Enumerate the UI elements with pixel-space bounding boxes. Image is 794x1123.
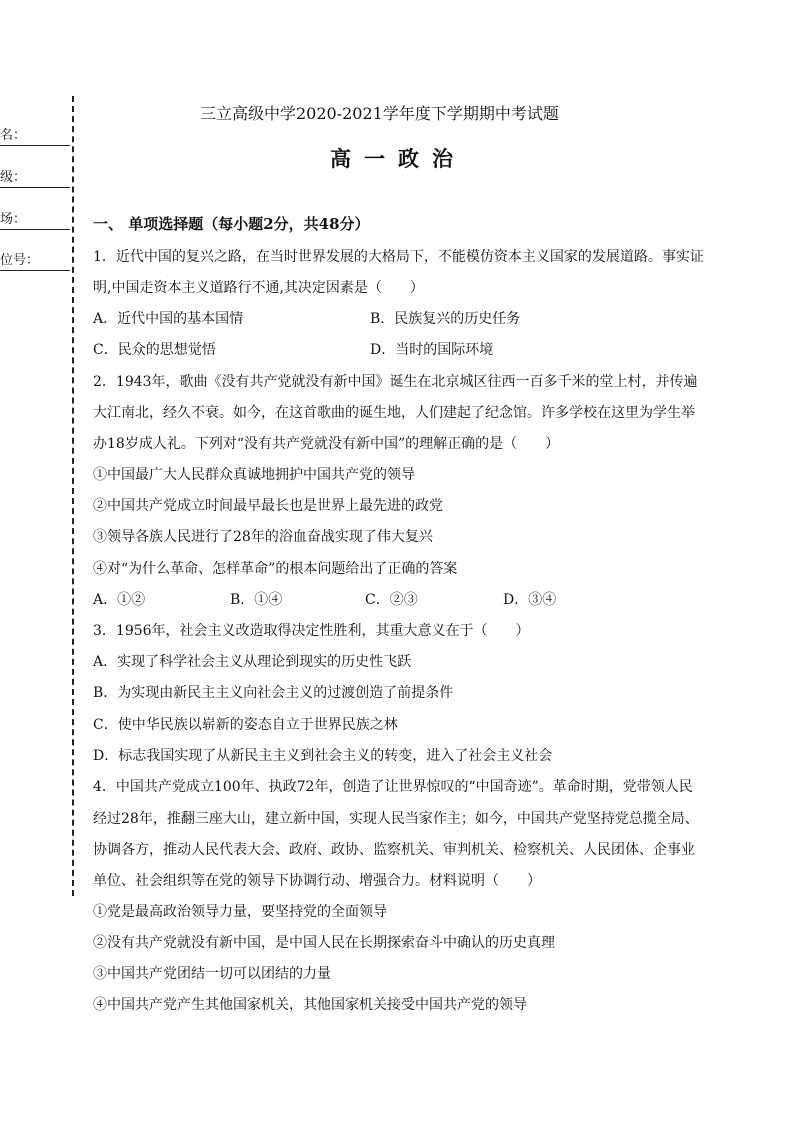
q3-option-d: D．标志我国实现了从新民主主义到社会主义的转变，进入了社会主义社会: [93, 748, 553, 764]
q4-statement-1: ①党是最高政治领导力量，要坚持党的全面领导: [93, 904, 387, 920]
class-field-label: 级：: [0, 170, 70, 188]
seat-number-field-label: 位号：: [0, 253, 70, 271]
q1-option-b: B．民族复兴的历史任务: [370, 311, 521, 327]
q4-stem-line-3: 协调各方，推动人民代表大会、政府、政协、监察机关、审判机关、检察机关、人民团体、企事业: [93, 842, 695, 858]
q2-option-d: D．③④: [503, 592, 557, 608]
q3-stem: 3．1956年，社会主义改造取得决定性胜利，其重大意义在于（ ）: [93, 623, 530, 639]
q3-option-b: B．为实现由新民主主义向社会主义的过渡创造了前提条件: [93, 685, 454, 701]
q4-statement-2: ②没有共产党就没有新中国，是中国人民在长期探索奋斗中确认的历史真理: [93, 935, 555, 951]
q2-statement-2: ②中国共产党成立时间最早最长也是世界上最先进的政党: [93, 498, 443, 514]
q3-option-a: A．实现了科学社会主义从理论到现实的历史性飞跃: [93, 654, 412, 670]
q2-stem-line-3: 办18岁成人礼。下列对“没有共产党就没有新中国”的理解正确的是（ ）: [93, 436, 560, 452]
q3-option-c: C．使中华民族以崭新的姿态自立于世界民族之林: [93, 717, 398, 733]
q2-statement-1: ①中国最广大人民群众真诚地拥护中国共产党的领导: [93, 467, 415, 483]
q1-option-c: C．民众的思想觉悟: [93, 342, 216, 358]
q4-stem-line-1: 4．中国共产党成立100年、执政72年，创造了让世界惊叹的“中国奇迹”。革命时期，党带领人民: [93, 779, 693, 795]
q2-option-b: B．①④: [230, 592, 283, 608]
q2-option-a: A．①②: [93, 592, 146, 608]
exam-room-field-label: 场：: [0, 212, 70, 230]
q1-option-a: A．近代中国的基本国情: [93, 311, 244, 327]
q2-stem-line-2: 大江南北，经久不衰。如今，在这首歌曲的诞生地，人们建起了纪念馆。许多学校在这里为学生举: [93, 405, 695, 421]
q4-stem-line-2: 经过28年，推翻三座大山，建立新中国，实现人民当家作主；如今，中国共产党坚持党总揽全局、: [93, 811, 699, 827]
subject-title: 高一政治: [330, 146, 466, 171]
q1-stem-line-1: 1．近代中国的复兴之路，在当时世界发展的大格局下，不能模仿资本主义国家的发展道路。事实证: [93, 249, 704, 265]
q1-option-d: D．当时的国际环境: [370, 342, 494, 358]
q4-statement-4: ④中国共产党产生其他国家机关，其他国家机关接受中国共产党的领导: [93, 997, 527, 1013]
q2-option-c: C．②③: [365, 592, 418, 608]
q1-stem-line-2: 明,中国走资本主义道路行不通,其决定因素是（ ）: [93, 280, 424, 296]
exam-title: 三立高级中学2020-2021学年度下学期期中考试题: [200, 104, 559, 123]
q2-statement-3: ③领导各族人民进行了28年的浴血奋战实现了伟大复兴: [93, 529, 433, 545]
section-heading: 一、 单项选择题（每小题2分，共48分）: [93, 215, 370, 233]
q2-statement-4: ④对“为什么革命、怎样革命”的根本问题给出了正确的答案: [93, 561, 458, 577]
name-field-label: 名：: [0, 128, 70, 146]
q2-stem-line-1: 2．1943年，歌曲《没有共产党就没有新中国》诞生在北京城区往西一百多千米的堂上村，并传遍: [93, 374, 698, 390]
q4-stem-line-4: 单位、社会组织等在党的领导下协调行动、增强合力。材料说明（ ）: [93, 873, 541, 889]
q4-statement-3: ③中国共产党团结一切可以团结的力量: [93, 966, 331, 982]
binding-dashed-line: [72, 96, 74, 896]
